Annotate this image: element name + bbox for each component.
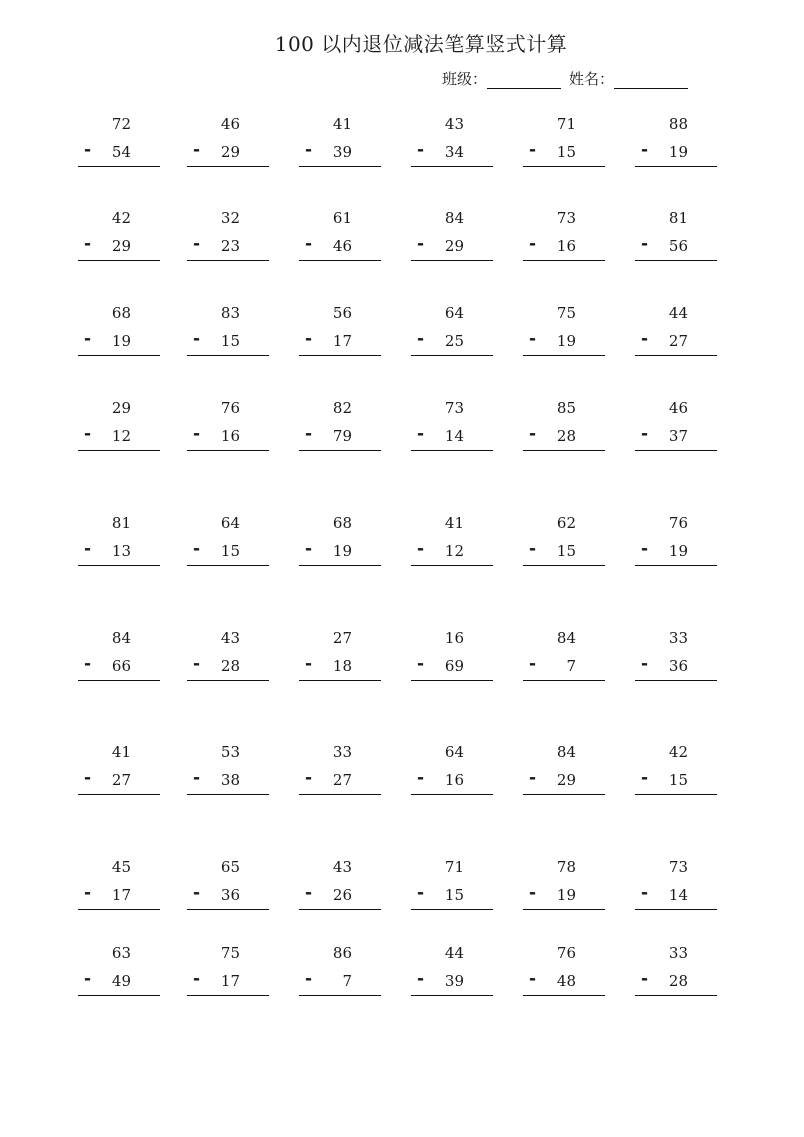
- minuend: 63: [111, 944, 131, 962]
- answer-line: [523, 355, 605, 356]
- subtraction-problem[interactable]: [635, 509, 717, 567]
- minuend: 71: [444, 858, 464, 876]
- minus-sign: -: [529, 768, 537, 788]
- minuend: 84: [111, 629, 131, 647]
- minuend: 45: [111, 858, 131, 876]
- subtrahend: 17: [220, 972, 240, 990]
- minuend: 56: [332, 304, 352, 322]
- minus-sign: -: [84, 768, 92, 788]
- subtrahend: 36: [668, 657, 688, 675]
- subtrahend: 56: [668, 237, 688, 255]
- minus-sign: -: [529, 539, 537, 559]
- minuend: 43: [220, 629, 240, 647]
- subtrahend: 19: [111, 332, 131, 350]
- minus-sign: -: [641, 883, 649, 903]
- minus-sign: -: [193, 654, 201, 674]
- minus-sign: -: [193, 329, 201, 349]
- answer-line: [187, 995, 269, 996]
- minus-sign: -: [417, 539, 425, 559]
- problem-row: [0, 939, 804, 999]
- answer-line: [523, 909, 605, 910]
- subtrahend: 17: [111, 886, 131, 904]
- minuend: 72: [111, 115, 131, 133]
- minuend: 73: [668, 858, 688, 876]
- answer-line: [523, 794, 605, 795]
- minuend: 41: [444, 514, 464, 532]
- subtraction-problem[interactable]: [523, 110, 605, 168]
- subtraction-problem[interactable]: [78, 939, 160, 997]
- subtrahend: 19: [556, 332, 576, 350]
- subtraction-problem[interactable]: [635, 738, 717, 796]
- subtrahend: 37: [668, 427, 688, 445]
- subtraction-problem[interactable]: [523, 299, 605, 357]
- minuend: 73: [556, 209, 576, 227]
- minus-sign: -: [84, 140, 92, 160]
- subtraction-problem[interactable]: [411, 738, 493, 796]
- subtraction-problem[interactable]: [635, 110, 717, 168]
- answer-line: [523, 260, 605, 261]
- subtraction-problem[interactable]: [635, 624, 717, 682]
- subtraction-problem[interactable]: [411, 509, 493, 567]
- subtrahend: 17: [332, 332, 352, 350]
- minuend: 64: [444, 743, 464, 761]
- subtrahend: 26: [332, 886, 352, 904]
- subtraction-problem[interactable]: [523, 394, 605, 452]
- minuend: 42: [111, 209, 131, 227]
- answer-line: [411, 565, 493, 566]
- class-label: 班级：: [442, 70, 488, 88]
- minuend: 68: [111, 304, 131, 322]
- minuend: 65: [220, 858, 240, 876]
- minuend: 62: [556, 514, 576, 532]
- minus-sign: -: [193, 969, 201, 989]
- minus-sign: -: [84, 883, 92, 903]
- problem-row: [0, 299, 804, 359]
- subtraction-problem[interactable]: [411, 624, 493, 682]
- minus-sign: -: [529, 234, 537, 254]
- minus-sign: -: [529, 329, 537, 349]
- subtraction-problem[interactable]: [635, 394, 717, 452]
- problem-row: [0, 394, 804, 454]
- subtraction-problem[interactable]: [187, 299, 269, 357]
- subtraction-problem[interactable]: [187, 394, 269, 452]
- minuend: 29: [111, 399, 131, 417]
- subtrahend: 15: [556, 542, 576, 560]
- answer-line: [299, 565, 381, 566]
- answer-line: [411, 794, 493, 795]
- answer-line: [187, 565, 269, 566]
- subtrahend: 16: [220, 427, 240, 445]
- subtraction-problem[interactable]: [635, 853, 717, 911]
- minus-sign: -: [84, 969, 92, 989]
- subtrahend: 49: [111, 972, 131, 990]
- answer-line: [187, 166, 269, 167]
- answer-line: [411, 680, 493, 681]
- minus-sign: -: [529, 424, 537, 444]
- subtrahend: 46: [332, 237, 352, 255]
- minus-sign: -: [84, 329, 92, 349]
- subtrahend: 7: [342, 972, 352, 990]
- minus-sign: -: [529, 654, 537, 674]
- subtraction-problem[interactable]: [411, 204, 493, 262]
- subtrahend: 27: [111, 771, 131, 789]
- subtraction-problem[interactable]: [411, 853, 493, 911]
- minuend: 88: [668, 115, 688, 133]
- answer-line: [523, 680, 605, 681]
- subtrahend: 66: [111, 657, 131, 675]
- minuend: 33: [668, 629, 688, 647]
- subtrahend: 15: [220, 542, 240, 560]
- minuend: 76: [220, 399, 240, 417]
- minus-sign: -: [305, 424, 313, 444]
- answer-line: [187, 794, 269, 795]
- answer-line: [411, 995, 493, 996]
- subtrahend: 15: [668, 771, 688, 789]
- subtraction-problem[interactable]: [78, 624, 160, 682]
- subtraction-problem[interactable]: [635, 939, 717, 997]
- minuend: 41: [111, 743, 131, 761]
- answer-line: [635, 260, 717, 261]
- minuend: 84: [444, 209, 464, 227]
- minus-sign: -: [641, 424, 649, 444]
- subtraction-problem[interactable]: [78, 738, 160, 796]
- minuend: 41: [332, 115, 352, 133]
- minus-sign: -: [417, 424, 425, 444]
- minus-sign: -: [641, 969, 649, 989]
- subtrahend: 28: [556, 427, 576, 445]
- subtraction-problem[interactable]: [299, 624, 381, 682]
- minus-sign: -: [305, 654, 313, 674]
- subtrahend: 28: [220, 657, 240, 675]
- minus-sign: -: [193, 140, 201, 160]
- minuend: 85: [556, 399, 576, 417]
- subtraction-problem[interactable]: [299, 939, 381, 997]
- subtrahend: 39: [332, 143, 352, 161]
- minuend: 53: [220, 743, 240, 761]
- subtrahend: 29: [220, 143, 240, 161]
- minuend: 75: [556, 304, 576, 322]
- minus-sign: -: [193, 539, 201, 559]
- subtrahend: 7: [566, 657, 576, 675]
- subtrahend: 27: [668, 332, 688, 350]
- minuend: 73: [444, 399, 464, 417]
- subtrahend: 54: [111, 143, 131, 161]
- answer-line: [635, 909, 717, 910]
- minuend: 71: [556, 115, 576, 133]
- subtraction-problem[interactable]: [411, 939, 493, 997]
- answer-line: [187, 909, 269, 910]
- minus-sign: -: [417, 883, 425, 903]
- subtrahend: 28: [668, 972, 688, 990]
- subtrahend: 14: [444, 427, 464, 445]
- answer-line: [187, 260, 269, 261]
- subtraction-problem[interactable]: [78, 394, 160, 452]
- answer-line: [635, 166, 717, 167]
- subtraction-problem[interactable]: [523, 509, 605, 567]
- minus-sign: -: [84, 424, 92, 444]
- minus-sign: -: [417, 654, 425, 674]
- subtrahend: 27: [332, 771, 352, 789]
- minuend: 84: [556, 629, 576, 647]
- subtraction-problem[interactable]: [187, 110, 269, 168]
- minuend: 42: [668, 743, 688, 761]
- subtraction-problem[interactable]: [187, 738, 269, 796]
- minus-sign: -: [305, 329, 313, 349]
- subtraction-problem[interactable]: [299, 204, 381, 262]
- subtrahend: 29: [444, 237, 464, 255]
- minuend: 83: [220, 304, 240, 322]
- minuend: 81: [111, 514, 131, 532]
- subtraction-problem[interactable]: [523, 738, 605, 796]
- minuend: 76: [556, 944, 576, 962]
- answer-line: [78, 680, 160, 681]
- answer-line: [78, 450, 160, 451]
- answer-line: [187, 680, 269, 681]
- minuend: 68: [332, 514, 352, 532]
- subtrahend: 25: [444, 332, 464, 350]
- subtrahend: 36: [220, 886, 240, 904]
- minuend: 44: [444, 944, 464, 962]
- minus-sign: -: [641, 654, 649, 674]
- subtraction-problem[interactable]: [411, 299, 493, 357]
- minus-sign: -: [193, 424, 201, 444]
- subtraction-problem[interactable]: [78, 853, 160, 911]
- subtrahend: 39: [444, 972, 464, 990]
- minus-sign: -: [417, 329, 425, 349]
- minuend: 82: [332, 399, 352, 417]
- minuend: 81: [668, 209, 688, 227]
- subtraction-problem[interactable]: [78, 299, 160, 357]
- minus-sign: -: [305, 539, 313, 559]
- minus-sign: -: [305, 234, 313, 254]
- minuend: 61: [332, 209, 352, 227]
- subtraction-problem[interactable]: [78, 509, 160, 567]
- name-field[interactable]: [614, 70, 688, 89]
- minus-sign: -: [305, 969, 313, 989]
- minuend: 33: [332, 743, 352, 761]
- answer-line: [411, 166, 493, 167]
- answer-line: [78, 260, 160, 261]
- problem-row: [0, 624, 804, 684]
- minus-sign: -: [641, 234, 649, 254]
- subtraction-problem[interactable]: [299, 738, 381, 796]
- subtrahend: 12: [444, 542, 464, 560]
- minuend: 16: [444, 629, 464, 647]
- answer-line: [411, 909, 493, 910]
- subtraction-problem[interactable]: [523, 853, 605, 911]
- answer-line: [299, 794, 381, 795]
- answer-line: [411, 260, 493, 261]
- subtraction-problem[interactable]: [187, 509, 269, 567]
- subtrahend: 15: [444, 886, 464, 904]
- answer-line: [78, 995, 160, 996]
- problem-row: [0, 204, 804, 264]
- problem-row: [0, 853, 804, 913]
- minus-sign: -: [529, 969, 537, 989]
- subtraction-problem[interactable]: [635, 204, 717, 262]
- subtraction-problem[interactable]: [411, 394, 493, 452]
- answer-line: [523, 450, 605, 451]
- minuend: 33: [668, 944, 688, 962]
- minus-sign: -: [305, 140, 313, 160]
- subtraction-problem[interactable]: [299, 394, 381, 452]
- subtrahend: 38: [220, 771, 240, 789]
- answer-line: [78, 166, 160, 167]
- subtraction-problem[interactable]: [299, 509, 381, 567]
- answer-line: [299, 680, 381, 681]
- answer-line: [299, 450, 381, 451]
- subtraction-problem[interactable]: [187, 204, 269, 262]
- answer-line: [78, 909, 160, 910]
- subtrahend: 23: [220, 237, 240, 255]
- answer-line: [299, 355, 381, 356]
- subtrahend: 16: [556, 237, 576, 255]
- subtrahend: 29: [556, 771, 576, 789]
- answer-line: [635, 794, 717, 795]
- minuend: 43: [332, 858, 352, 876]
- answer-line: [299, 260, 381, 261]
- minuend: 46: [220, 115, 240, 133]
- answer-line: [299, 909, 381, 910]
- minus-sign: -: [641, 140, 649, 160]
- student-info: [442, 68, 696, 89]
- minus-sign: -: [193, 234, 201, 254]
- answer-line: [187, 355, 269, 356]
- minuend: 86: [332, 944, 352, 962]
- problem-row: [0, 509, 804, 569]
- subtrahend: 19: [556, 886, 576, 904]
- minuend: 84: [556, 743, 576, 761]
- answer-line: [523, 565, 605, 566]
- minus-sign: -: [305, 883, 313, 903]
- minus-sign: -: [641, 768, 649, 788]
- minus-sign: -: [84, 654, 92, 674]
- minuend: 43: [444, 115, 464, 133]
- answer-line: [411, 450, 493, 451]
- subtrahend: 34: [444, 143, 464, 161]
- minus-sign: -: [417, 140, 425, 160]
- minus-sign: -: [84, 234, 92, 254]
- class-field[interactable]: [487, 70, 561, 89]
- minus-sign: -: [529, 883, 537, 903]
- subtrahend: 12: [111, 427, 131, 445]
- subtraction-problem[interactable]: [299, 299, 381, 357]
- answer-line: [635, 355, 717, 356]
- subtrahend: 79: [332, 427, 352, 445]
- minus-sign: -: [84, 539, 92, 559]
- subtrahend: 69: [444, 657, 464, 675]
- answer-line: [78, 355, 160, 356]
- subtraction-problem[interactable]: [187, 939, 269, 997]
- minuend: 44: [668, 304, 688, 322]
- minus-sign: -: [529, 140, 537, 160]
- answer-line: [635, 680, 717, 681]
- minuend: 46: [668, 399, 688, 417]
- answer-line: [187, 450, 269, 451]
- subtrahend: 15: [220, 332, 240, 350]
- answer-line: [523, 995, 605, 996]
- minus-sign: -: [305, 768, 313, 788]
- subtraction-problem[interactable]: [187, 853, 269, 911]
- subtrahend: 19: [332, 542, 352, 560]
- subtrahend: 48: [556, 972, 576, 990]
- minus-sign: -: [417, 768, 425, 788]
- subtraction-problem[interactable]: [635, 299, 717, 357]
- answer-line: [635, 565, 717, 566]
- subtraction-problem[interactable]: [523, 624, 605, 682]
- minus-sign: -: [417, 969, 425, 989]
- minuend: 78: [556, 858, 576, 876]
- subtrahend: 29: [111, 237, 131, 255]
- subtraction-problem[interactable]: [523, 939, 605, 997]
- answer-line: [78, 565, 160, 566]
- subtrahend: 19: [668, 542, 688, 560]
- minuend: 64: [444, 304, 464, 322]
- subtrahend: 19: [668, 143, 688, 161]
- worksheet-title: 100 以内退位减法笔算竖式计算: [274, 32, 568, 56]
- subtraction-problem[interactable]: [78, 204, 160, 262]
- subtraction-problem[interactable]: [299, 110, 381, 168]
- answer-line: [299, 166, 381, 167]
- subtraction-problem[interactable]: [299, 853, 381, 911]
- minuend: 64: [220, 514, 240, 532]
- answer-line: [635, 450, 717, 451]
- minus-sign: -: [193, 883, 201, 903]
- minus-sign: -: [193, 768, 201, 788]
- minuend: 75: [220, 944, 240, 962]
- subtraction-problem[interactable]: [78, 110, 160, 168]
- answer-line: [299, 995, 381, 996]
- subtraction-problem[interactable]: [411, 110, 493, 168]
- problem-row: [0, 738, 804, 798]
- subtraction-problem[interactable]: [187, 624, 269, 682]
- subtrahend: 15: [556, 143, 576, 161]
- minus-sign: -: [641, 539, 649, 559]
- subtrahend: 16: [444, 771, 464, 789]
- answer-line: [635, 995, 717, 996]
- problem-row: [0, 110, 804, 170]
- minuend: 32: [220, 209, 240, 227]
- answer-line: [78, 794, 160, 795]
- minus-sign: -: [417, 234, 425, 254]
- minus-sign: -: [641, 329, 649, 349]
- subtrahend: 18: [332, 657, 352, 675]
- answer-line: [411, 355, 493, 356]
- subtraction-problem[interactable]: [523, 204, 605, 262]
- name-label: 姓名：: [569, 70, 615, 88]
- subtrahend: 14: [668, 886, 688, 904]
- subtrahend: 13: [111, 542, 131, 560]
- answer-line: [523, 166, 605, 167]
- minuend: 27: [332, 629, 352, 647]
- minuend: 76: [668, 514, 688, 532]
